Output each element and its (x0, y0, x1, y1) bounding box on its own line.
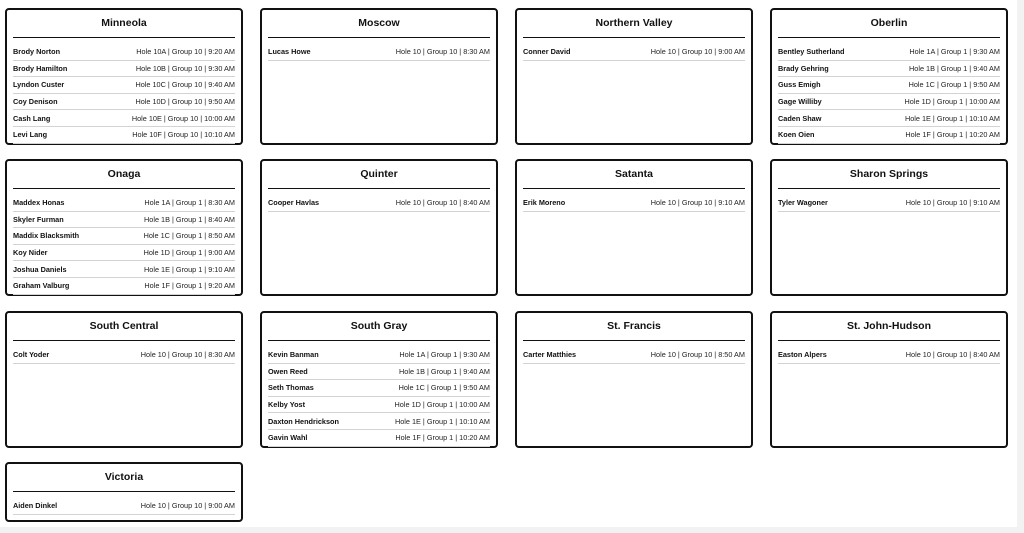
tee-time-detail: Hole 1A | Group 1 | 9:30 AM (399, 350, 490, 360)
player-row (778, 94, 1000, 111)
tee-time-detail: Hole 1C | Group 1 | 9:50 AM (398, 383, 490, 393)
player-row (13, 212, 235, 229)
player-name: Seth Thomas (268, 383, 314, 393)
tee-time-detail: Hole 10 | Group 10 | 9:00 AM (650, 47, 745, 57)
player-row (778, 195, 1000, 212)
school-card (515, 8, 753, 145)
player-name: Kevin Banman (268, 350, 319, 360)
tee-time-detail: Hole 10 | Group 10 | 8:50 AM (650, 350, 745, 360)
player-name: Skyler Furman (13, 214, 64, 224)
player-name: Caden Shaw (778, 113, 822, 123)
tee-time-detail: Hole 10 | Group 10 | 8:30 AM (140, 350, 235, 360)
tee-time-detail: Hole 10B | Group 10 | 9:30 AM (135, 63, 235, 73)
player-name: Graham Valburg (13, 281, 70, 291)
school-card (5, 462, 243, 522)
tee-time-detail: Hole 10 | Group 10 | 9:10 AM (905, 198, 1000, 208)
vertical-scrollbar[interactable] (1017, 0, 1024, 533)
tee-time-detail: Hole 1C | Group 1 | 9:50 AM (908, 80, 1000, 90)
tee-time-detail: Hole 1B | Group 1 | 9:40 AM (399, 366, 490, 376)
school-card (260, 311, 498, 448)
player-row (13, 94, 235, 111)
player-list (13, 498, 235, 515)
tee-time-detail: Hole 1B | Group 1 | 9:40 AM (909, 63, 1000, 73)
tee-time-detail: Hole 10E | Group 10 | 10:00 AM (131, 113, 235, 123)
player-name: Cooper Havlas (268, 198, 320, 208)
player-row (268, 347, 490, 364)
player-row (778, 347, 1000, 364)
player-name: Gage Williby (778, 97, 822, 107)
player-row (523, 44, 745, 61)
player-row (268, 413, 490, 430)
player-name: Erik Moreno (523, 198, 566, 208)
tee-time-detail: Hole 10 | Group 10 | 9:10 AM (650, 198, 745, 208)
horizontal-scrollbar[interactable] (0, 527, 1017, 533)
player-row (268, 430, 490, 447)
school-name: Northern Valley (523, 10, 745, 38)
player-name: Aiden Dinkel (13, 501, 58, 511)
player-list (778, 195, 1000, 212)
school-name: South Central (13, 313, 235, 341)
player-row (13, 261, 235, 278)
player-row (268, 44, 490, 61)
player-row (523, 195, 745, 212)
player-row (778, 110, 1000, 127)
player-list (13, 347, 235, 364)
tee-time-detail: Hole 1E | Group 1 | 9:10 AM (144, 264, 235, 274)
player-row (268, 364, 490, 381)
player-name: Conner David (523, 47, 571, 57)
player-name: Maddex Honas (13, 198, 65, 208)
player-row (268, 397, 490, 414)
tee-time-detail: Hole 1D | Group 1 | 9:00 AM (143, 248, 235, 258)
player-row (778, 77, 1000, 94)
school-name: Quinter (268, 161, 490, 189)
school-name: Moscow (268, 10, 490, 38)
player-list (268, 195, 490, 212)
school-name: Sharon Springs (778, 161, 1000, 189)
school-name: St. Francis (523, 313, 745, 341)
player-name: Lucas Howe (268, 47, 311, 57)
school-card (770, 8, 1008, 145)
player-name: Cash Lang (13, 113, 51, 123)
player-name: Lyndon Custer (13, 80, 65, 90)
school-name: Minneola (13, 10, 235, 38)
player-list (778, 347, 1000, 364)
player-row (13, 44, 235, 61)
tee-time-detail: Hole 10 | Group 10 | 9:00 AM (140, 501, 235, 511)
school-name: Oberlin (778, 10, 1000, 38)
school-card (5, 311, 243, 448)
player-name: Brody Norton (13, 47, 61, 57)
tee-time-detail: Hole 10 | Group 10 | 8:30 AM (395, 47, 490, 57)
player-name: Bentley Sutherland (778, 47, 845, 57)
player-row (13, 347, 235, 364)
school-name: South Gray (268, 313, 490, 341)
player-list (523, 347, 745, 364)
player-row (13, 110, 235, 127)
tee-time-detail: Hole 1A | Group 1 | 8:30 AM (144, 198, 235, 208)
tee-time-detail: Hole 1E | Group 1 | 10:10 AM (904, 113, 1000, 123)
player-row (778, 61, 1000, 78)
player-row (13, 245, 235, 262)
player-name: Levi Lang (13, 130, 48, 140)
player-row (778, 44, 1000, 61)
player-name: Owen Reed (268, 366, 308, 376)
player-name: Coy Denison (13, 97, 58, 107)
tee-time-detail: Hole 1D | Group 1 | 10:00 AM (904, 97, 1000, 107)
school-card (260, 8, 498, 145)
player-list (523, 44, 745, 61)
player-row (13, 127, 235, 144)
school-name: Onaga (13, 161, 235, 189)
tee-time-detail: Hole 10 | Group 10 | 8:40 AM (905, 350, 1000, 360)
tee-time-detail: Hole 10F | Group 10 | 10:10 AM (132, 130, 235, 140)
player-name: Tyler Wagoner (778, 198, 828, 208)
player-list (13, 195, 235, 295)
player-row (268, 380, 490, 397)
tee-time-detail: Hole 10A | Group 10 | 9:20 AM (136, 47, 235, 57)
player-list (268, 347, 490, 447)
player-name: Kelby Yost (268, 400, 306, 410)
player-name: Daxton Hendrickson (268, 416, 339, 426)
player-row (13, 77, 235, 94)
tee-time-detail: Hole 1D | Group 1 | 10:00 AM (394, 400, 490, 410)
player-row (523, 347, 745, 364)
player-name: Gavin Wahl (268, 433, 308, 443)
tee-time-detail: Hole 1F | Group 1 | 10:20 AM (395, 433, 490, 443)
tee-time-detail: Hole 1A | Group 1 | 9:30 AM (909, 47, 1000, 57)
player-row (13, 61, 235, 78)
player-name: Easton Alpers (778, 350, 827, 360)
tee-time-detail: Hole 1E | Group 1 | 10:10 AM (394, 416, 490, 426)
tee-time-detail: Hole 10C | Group 10 | 9:40 AM (135, 80, 235, 90)
player-name: Koen Oien (778, 130, 815, 140)
tee-time-detail: Hole 1B | Group 1 | 8:40 AM (144, 214, 235, 224)
school-name: Satanta (523, 161, 745, 189)
school-card (515, 311, 753, 448)
player-name: Maddix Blacksmith (13, 231, 80, 241)
tee-time-detail: Hole 1F | Group 1 | 9:20 AM (144, 281, 235, 291)
player-name: Brady Gehring (778, 63, 829, 73)
player-row (268, 195, 490, 212)
player-list (13, 44, 235, 144)
player-name: Colt Yoder (13, 350, 50, 360)
school-card (5, 159, 243, 296)
player-name: Koy Nider (13, 248, 48, 258)
school-card (515, 159, 753, 296)
player-row (13, 228, 235, 245)
player-name: Guss Emigh (778, 80, 821, 90)
player-list (523, 195, 745, 212)
player-name: Brody Hamilton (13, 63, 68, 73)
player-list (778, 44, 1000, 144)
player-row (778, 127, 1000, 144)
school-card (5, 8, 243, 145)
player-row (13, 498, 235, 515)
tee-time-detail: Hole 1C | Group 1 | 8:50 AM (143, 231, 235, 241)
tee-time-detail: Hole 10 | Group 10 | 8:40 AM (395, 198, 490, 208)
school-card (770, 311, 1008, 448)
school-name: Victoria (13, 464, 235, 492)
school-name: St. John-Hudson (778, 313, 1000, 341)
player-name: Carter Matthies (523, 350, 577, 360)
school-card (770, 159, 1008, 296)
player-row (13, 195, 235, 212)
school-card (260, 159, 498, 296)
tee-time-detail: Hole 1F | Group 1 | 10:20 AM (905, 130, 1000, 140)
player-name: Joshua Daniels (13, 264, 67, 274)
player-row (13, 278, 235, 295)
player-list (268, 44, 490, 61)
tee-time-detail: Hole 10D | Group 10 | 9:50 AM (135, 97, 235, 107)
